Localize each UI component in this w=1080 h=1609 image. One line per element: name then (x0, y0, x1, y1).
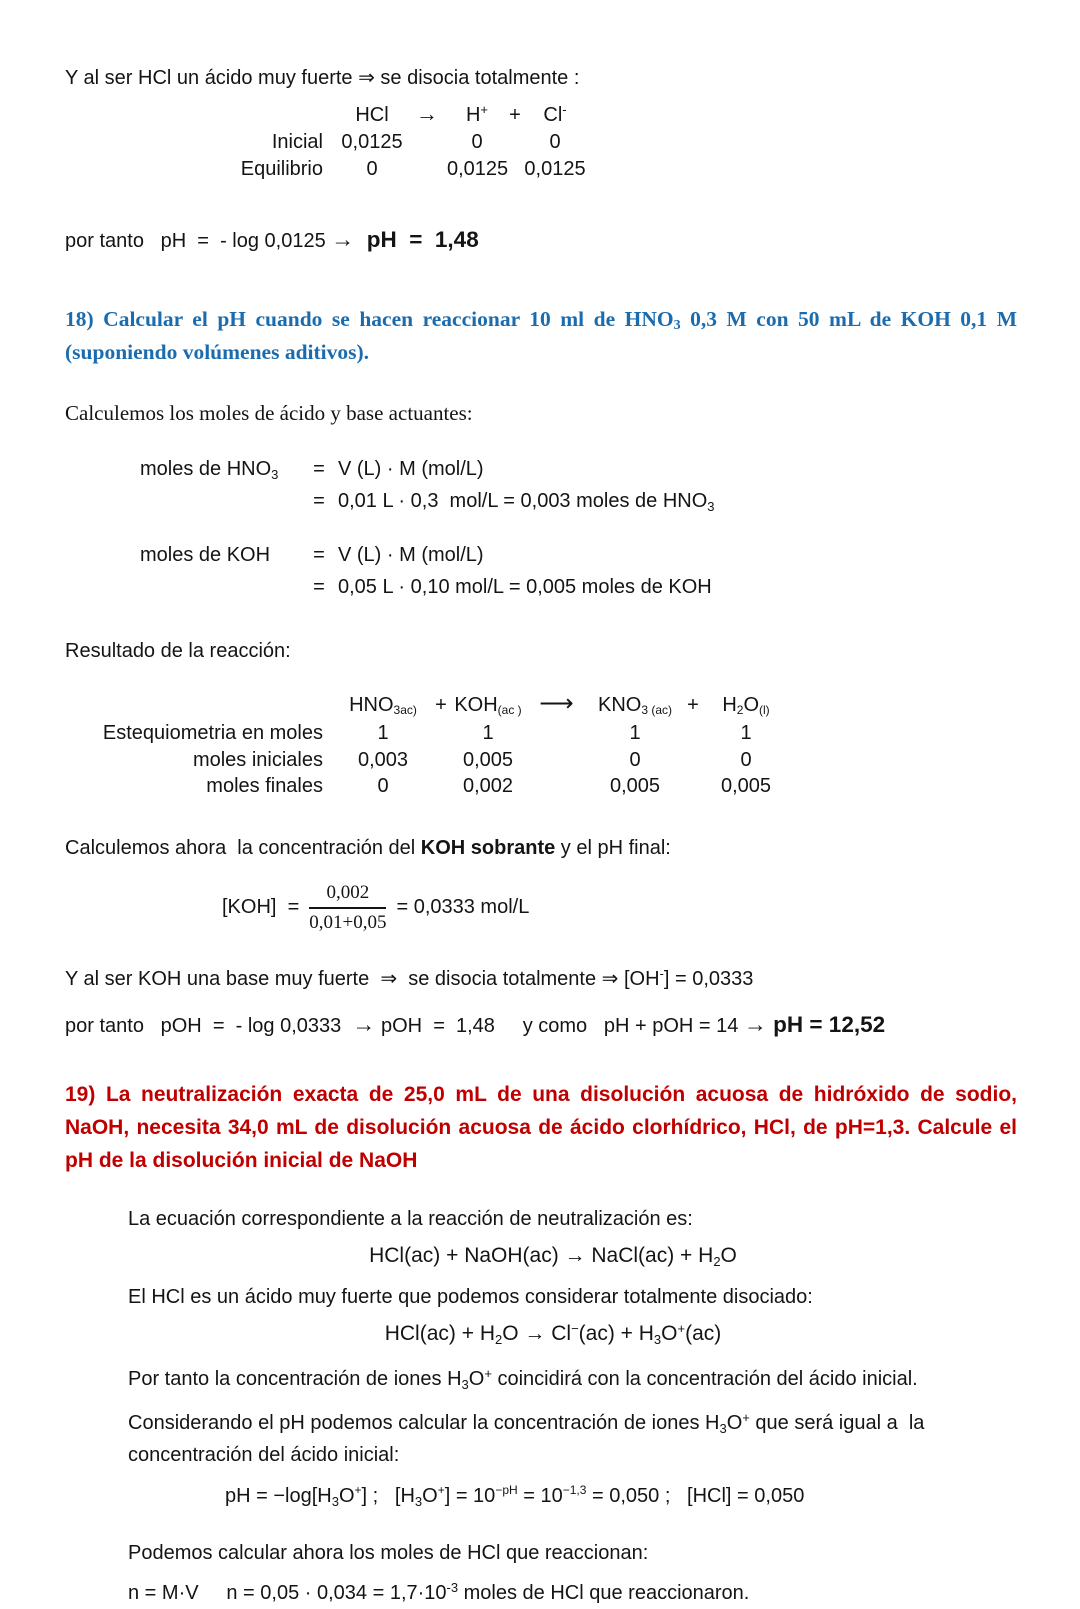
moles-formula: V (L) · M (mol/L) (338, 544, 484, 566)
cell-value: 0,005 (609, 775, 661, 797)
cell-value: 0,005 (720, 775, 772, 797)
moles-koh-label: moles de KOH (140, 544, 271, 566)
ice-row-equilibrio (65, 156, 1016, 183)
problem-18-section (65, 303, 1016, 1042)
koh-fraction-line (222, 882, 1016, 934)
species-kno3: $KNO_{3 (ac)}$ (597, 694, 673, 717)
species-hno3: $HNO_{3ac)}$ (349, 694, 417, 717)
ice-value: 0 (549, 131, 561, 153)
problem-18-lead: Calculemos los moles de ácido y base actuantes: (65, 401, 473, 425)
moles-hcl-intro: Podemos calcular ahora los moles de HCl que reaccionan: (128, 1541, 649, 1564)
cell-value: 1 (482, 722, 494, 744)
neutralization-equation: HCl(ac) + NaOH(ac) → NaCl(ac) + $H_2O$ (369, 1243, 737, 1269)
moles-row (140, 453, 1016, 485)
cell-value: 0,002 (462, 775, 514, 797)
fraction (309, 882, 386, 934)
plus-sign: + (687, 694, 699, 716)
equals-sign: = (313, 490, 325, 512)
species-koh: $KOH_{(ac )}$ (454, 694, 522, 717)
moles-result: 0,01 L · 0,3 mol/L = 0,003 moles de $HNO_3$ (338, 490, 715, 514)
problem-19-heading: 19) La neutralización exacta de 25,0 mL de una disolución acuosa de hidróxido de sodio, NaOH, necesita 34,0 mL de disolución acuosa de ácido clorhídrico, HCl, de pH=1,3. Calcule el pH de la disolución inicial de NaOH (65, 1082, 1017, 1172)
problem-19-section (65, 1078, 1016, 1609)
problem-19-body (128, 1203, 1016, 1609)
cell-value: 0,005 (462, 748, 514, 771)
poh-final-line: por tanto pOH = - log 0,0333 → pOH = 1,48 y como pH + pOH = 14 → pH = 12,52 (65, 1010, 886, 1037)
equals-sign: = (313, 576, 325, 598)
stoichiometry-table (65, 689, 1016, 800)
ice-table (65, 100, 1016, 183)
cell-value: 1 (377, 722, 389, 744)
ice-value: 0,0125 (447, 158, 509, 180)
moles-result: 0,05 L · 0,10 mol/L = 0,005 moles de KOH (338, 576, 712, 598)
fraction-lhs: [KOH] = (222, 896, 300, 918)
table-row-estequiometria (65, 720, 1016, 747)
equals-sign: = (313, 458, 325, 480)
hcl-intro-line: Y al ser HCl un ácido muy fuerte ⇒ se disocia totalmente : (65, 67, 580, 89)
species-h2o: $H_2O_{(l)}$ (722, 694, 770, 717)
considering-ph-line: Considerando el pH podemos calcular la concentración de iones $H_3O^+$ que será igual a la concentración del ácido inicial: (128, 1409, 930, 1466)
moles-koh-block (140, 539, 1016, 603)
ice-value: 0 (471, 131, 483, 153)
cell-value: 0 (629, 748, 641, 771)
moles-hno3-block (140, 453, 1016, 517)
ice-row-inicial (65, 129, 1016, 156)
cell-value: 0 (740, 748, 752, 771)
table-row-moles-iniciales (65, 747, 1016, 774)
row-label: Estequiometria en moles (102, 722, 323, 744)
species-hcl: HCl (355, 104, 389, 126)
reaction-arrow-icon: → (416, 101, 438, 126)
moles-row (140, 485, 1016, 517)
moles-hno3-label: moles de $HNO_3$ (140, 458, 279, 482)
cell-value: 1 (740, 722, 752, 744)
ice-value: 0,0125 (341, 131, 403, 153)
row-label: moles iniciales (192, 748, 323, 771)
cell-value: 1 (629, 722, 641, 744)
fraction-numerator: 0,002 (309, 882, 386, 909)
reaction-result-title: Resultado de la reacción: (65, 640, 291, 662)
reaction-equation-row (65, 689, 1016, 720)
hcl-dissociation-section (65, 64, 1016, 257)
species-h-plus: H+ (465, 102, 489, 126)
plus-sign: + (509, 104, 521, 126)
long-reaction-arrow-icon: ⟶ (539, 690, 573, 717)
table-row-moles-finales (65, 773, 1016, 800)
cell-value: 0 (377, 775, 389, 797)
moles-hcl-calculation: n = M·V $n = 0,05 \cdot 0,034 = 1,7\cdot 10^{-3}$ moles de HCl que reaccionaron. (128, 1579, 750, 1604)
fraction-rhs: = 0,0333 mol/L (396, 896, 530, 918)
row-label: moles finales (206, 775, 323, 797)
ph-formula-line: pH = $-\log[H_3O^+]$ ; $[H_3O^+] = 10^{-pH} = 10^{-1,3} = 0,050$ ; [HCl] = 0,050 (225, 1482, 805, 1509)
ice-value: 0,0125 (524, 158, 586, 180)
koh-strong-base-line: Y al ser KOH una base muy fuerte ⇒ se disocia totalmente ⇒ [OH-] = 0,0333 (65, 965, 754, 990)
plus-sign: + (435, 694, 447, 716)
fraction-denominator: 0,01+0,05 (309, 911, 387, 933)
cell-value: 0,003 (357, 748, 409, 771)
koh-concentration-line: Calculemos ahora la concentración del KOH sobrante y el pH final: (65, 836, 671, 859)
equals-sign: = (313, 544, 325, 566)
ph-conclusion-line: por tanto pH = - log 0,0125 → pH = 1,48 (65, 226, 479, 252)
h3o-concentration-line: Por tanto la concentración de iones $H_3O^+$ coincidirá con la concentración del ácido inicial. (128, 1365, 918, 1392)
hcl-strong-acid-line: El HCl es un ácido muy fuerte que podemos considerar totalmente disociado: (128, 1285, 813, 1308)
ice-header-row (65, 100, 1016, 129)
neutralization-intro: La ecuación correspondiente a la reacción de neutralización es: (128, 1207, 693, 1230)
moles-row (140, 539, 1016, 571)
ice-value: 0 (366, 158, 378, 180)
species-cl-minus: Cl- (543, 102, 567, 126)
problem-18-heading: 18) Calcular el pH cuando se hacen reaccionar 10 ml de $HNO_3$ 0,3 M con 50 mL de KOH 0,1 M (suponiendo volúmenes aditivos). (65, 307, 1017, 364)
ice-row-label: Inicial (271, 131, 323, 153)
moles-formula: V (L) · M (mol/L) (338, 458, 484, 480)
moles-row (140, 571, 1016, 603)
ice-row-label: Equilibrio (240, 158, 323, 180)
hcl-dissociation-equation: $HCl(ac) + H_2O \to Cl^-(ac) + H_3O^+(ac)$ (384, 1320, 722, 1347)
